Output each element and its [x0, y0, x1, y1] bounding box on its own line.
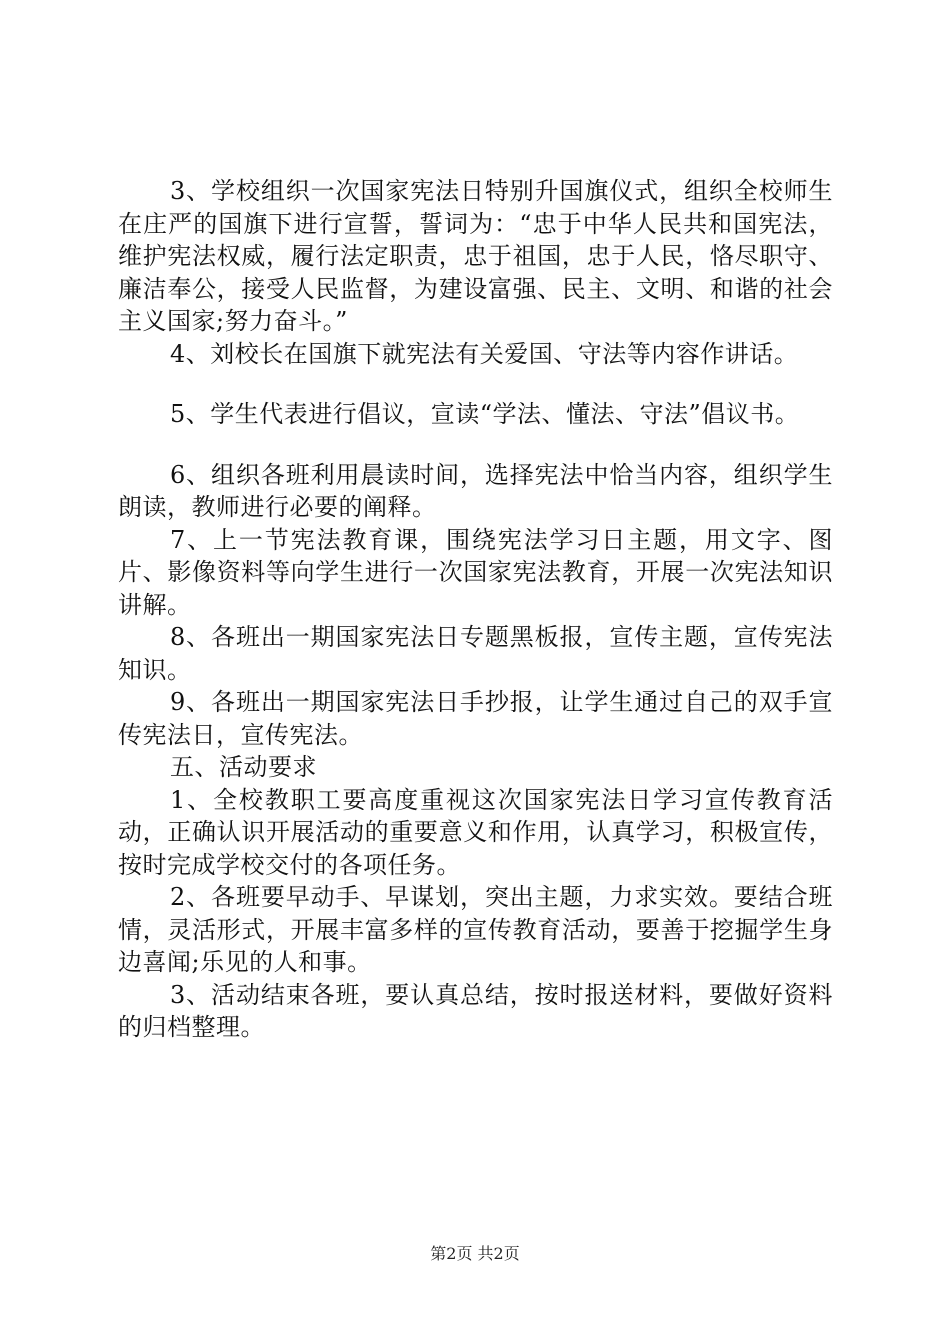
document-body — [118, 175, 833, 1044]
paragraph-requirement-3: 3、活动结束各班，要认真总结，按时报送材料，要做好资料的归档整理。 — [118, 980, 833, 1041]
section-heading-requirements: 五、活动要求 — [170, 753, 317, 781]
paragraph-requirement-2: 2、各班要早动手、早谋划，突出主题，力求实效。要结合班情，灵活形式，开展丰富多样的宣传教育活动，要善于挖掘学生身边喜闻;乐见的人和事。 — [118, 883, 833, 976]
paragraph-principal-speech: 4、刘校长在国旗下就宪法有关爱国、守法等内容作讲话。 — [170, 339, 799, 368]
paragraph-flag-ceremony: 3、学校组织一次国家宪法日特别升国旗仪式，组织全校师生在庄严的国旗下进行宣誓，誓词为：“忠于中华人民共和国宪法，维护宪法权威，履行法定职责，忠于祖国，忠于人民，恪尽职守、廉洁奉公，接受人民监督，为建设富强、民主、文明、和谐的社会主义国家;努力奋斗。” — [118, 177, 833, 335]
page-number-footer: 第2页 共2页 — [430, 1244, 520, 1263]
paragraph-morning-reading: 6、组织各班利用晨读时间，选择宪法中恰当内容，组织学生朗读，教师进行必要的阐释。 — [118, 460, 833, 521]
paragraph-requirement-1: 1、全校教职工要高度重视这次国家宪法日学习宣传教育活动，正确认识开展活动的重要意义和作用，认真学习，积极宣传，按时完成学校交付的各项任务。 — [118, 785, 833, 879]
paragraph-student-proposal: 5、学生代表进行倡议，宣读“学法、懂法、守法”倡议书。 — [170, 400, 800, 428]
paragraph-constitution-class: 7、上一节宪法教育课，围绕宪法学习日主题，用文字、图片、影像资料等向学生进行一次国家宪法教育，开展一次宪法知识讲解。 — [118, 525, 833, 619]
paragraph-handwritten-newspaper: 9、各班出一期国家宪法日手抄报，让学生通过自己的双手宣传宪法日，宣传宪法。 — [118, 688, 833, 749]
paragraph-blackboard: 8、各班出一期国家宪法日专题黑板报，宣传主题，宣传宪法知识。 — [118, 623, 833, 684]
